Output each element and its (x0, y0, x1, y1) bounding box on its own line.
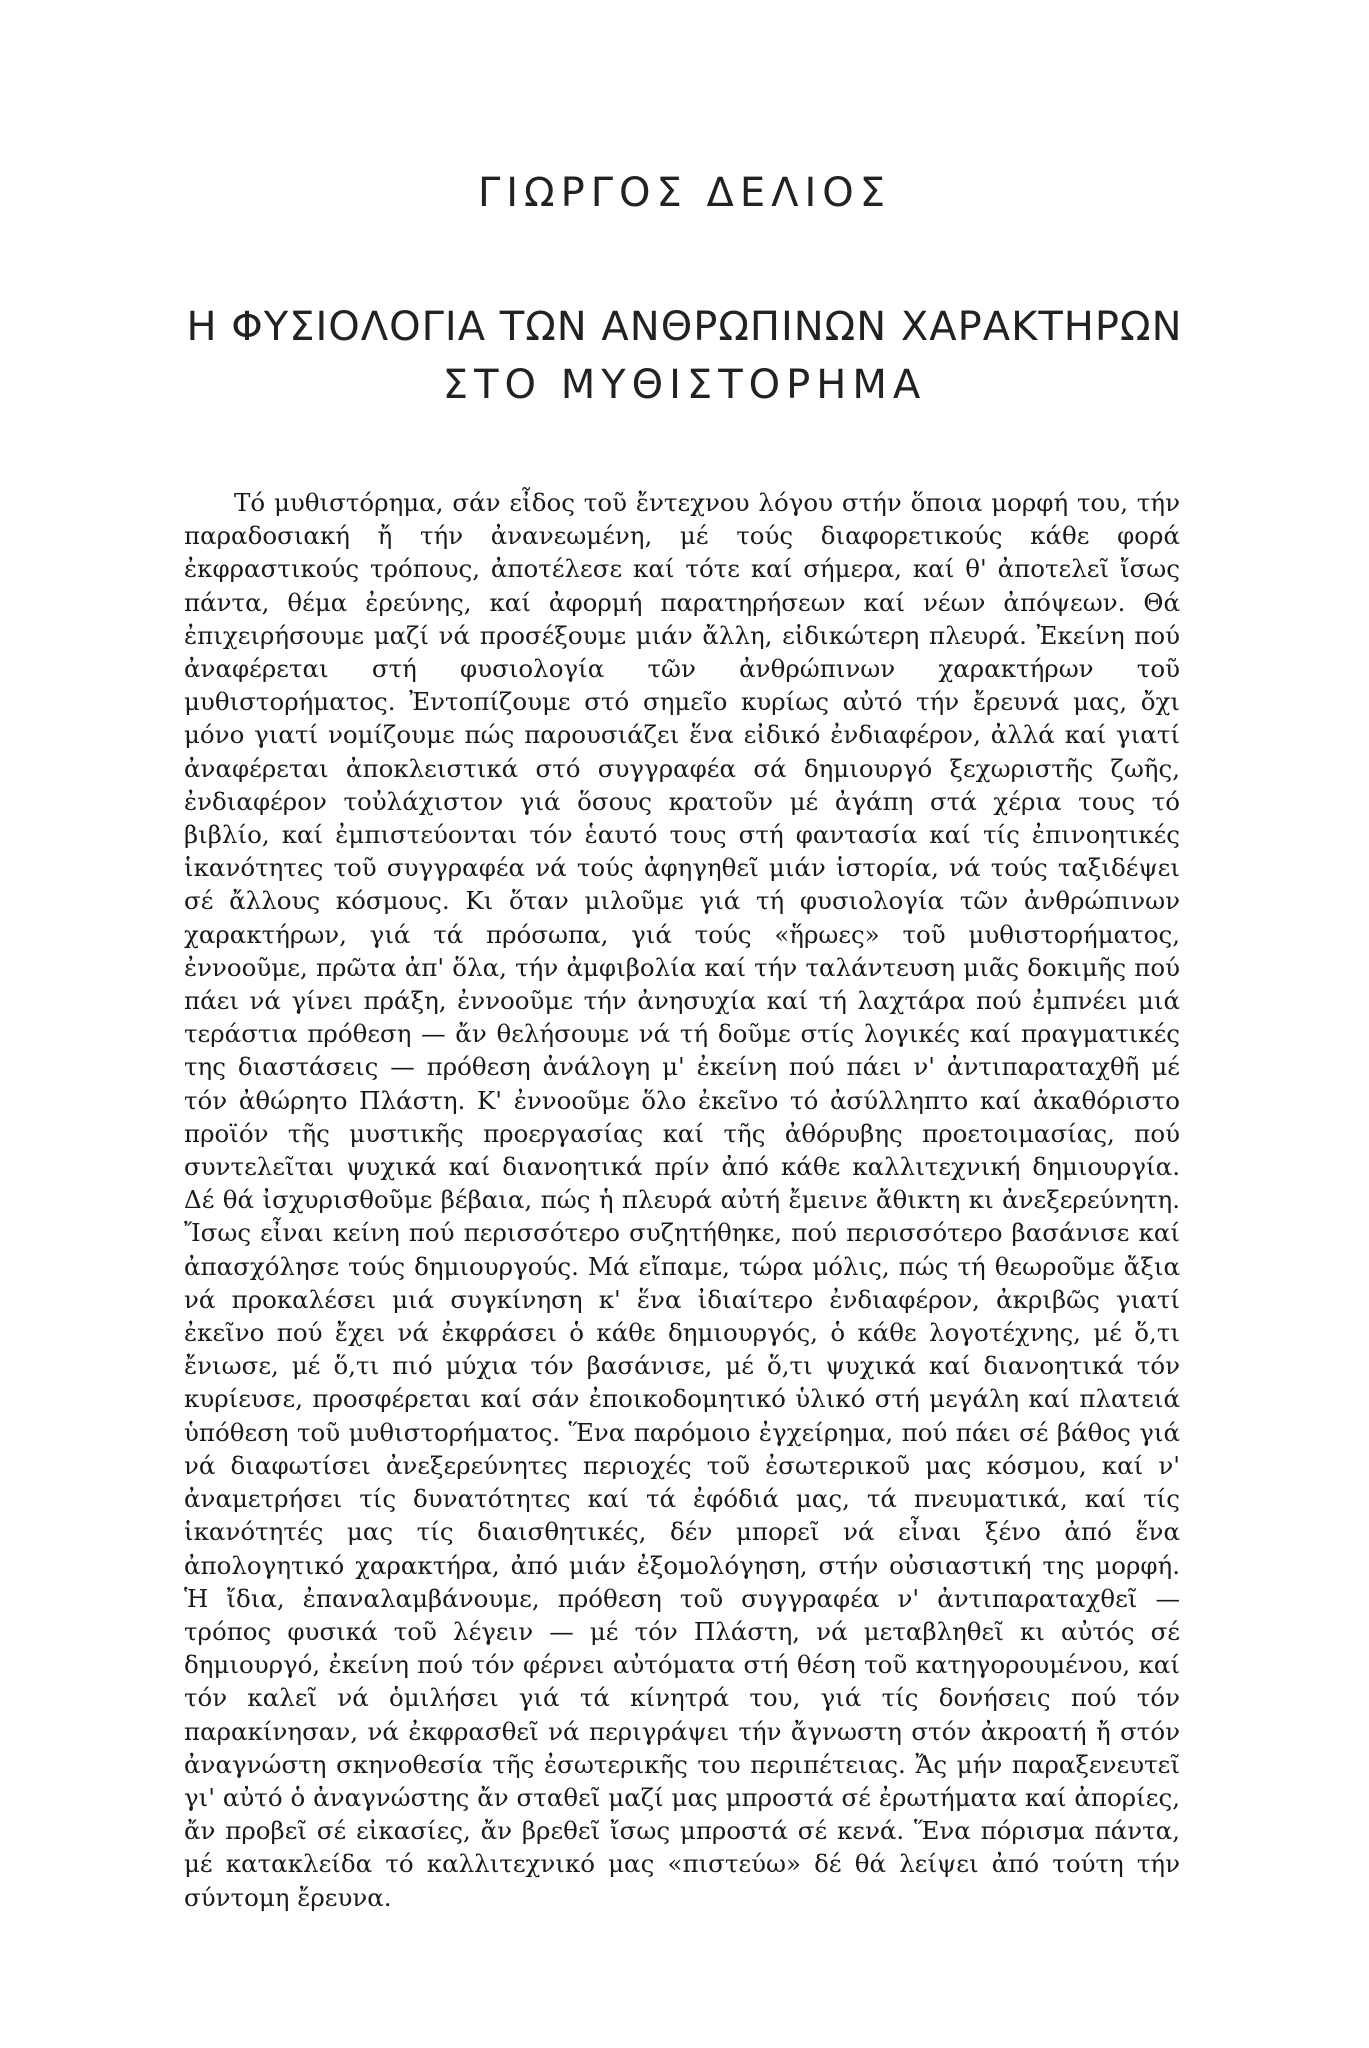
author-name: ΓΙΩΡΓΟΣ ΔΕΛΙΟΣ (477, 170, 892, 216)
body-paragraph: Τό μυθιστόρημα, σάν εἶδος τοῦ ἔντεχνου λόγου στήν ὅποια μορφή του, τήν παραδοσιακή ἤ τήν ἀνανεωμένη, μέ τούς διαφορετικούς κάθε φορά ἐκφραστικούς τρόπους, ἀποτέλεσε καί τότε καί σήμερα, καί θ' ἀποτελεῖ ἴσως πάντα, θέμα ἐρεύνης, καί ἀφορμή παρατηρήσεων καί νέων ἀπόψεων. Θά ἐπιχειρήσουμε μαζί νά προσέξουμε μιάν ἄλλη, εἰδικώτερη πλευρά. Ἐκείνη πού ἀναφέρεται στή φυσιολογία τῶν ἀνθρώπινων χαρακτήρων τοῦ μυθιστορήματος. Ἐντοπίζουμε στό σημεῖο κυρίως αὐτό τήν ἔρευνά μας, ὄχι μόνο γιατί νομίζουμε πώς παρουσιάζει ἕνα εἰδικό ἐνδιαφέρον, ἀλλά καί γιατί ἀναφέρεται ἀποκλειστικά στό συγγραφέα σά δημιουργό ξεχωριστῆς ζωῆς, ἐνδιαφέρον τοὐλάχιστον γιά ὅσους κρατοῦν μέ ἀγάπη στά χέρια τους τό βιβλίο, καί ἐμπιστεύονται τόν ἑαυτό τους στή φαντασία καί τίς ἐπινοητικές ἱκανότητες τοῦ συγγραφέα νά τούς ἀφηγηθεῖ μιάν ἱστορία, νά τούς ταξιδέψει σέ ἄλλους κόσμους. Κι ὅταν μιλοῦμε γιά τή φυσιολογία τῶν ἀνθρώπινων χαρακτήρων, γιά τά πρόσωπα, γιά τούς «ἥρωες» τοῦ μυθιστορήματος, ἐννοοῦμε, πρῶτα ἀπ' ὅλα, τήν ἀμφιβολία καί τήν ταλάντευση μιᾶς δοκιμῆς πού πάει νά γίνει πράξη, ἐννοοῦμε τήν ἀνησυχία καί τή λαχτάρα πού ἐμπνέει μιά τεράστια πρόθεση — ἄν θελήσουμε νά τή δοῦμε στίς λογικές καί πραγματικές της διαστάσεις — πρόθεση ἀνάλογη μ' ἐκείνη πού πάει ν' ἀντιπαραταχθῆ μέ τόν ἀθώρητο Πλάστη. Κ' ἐννοοῦμε ὅλο ἐκεῖνο τό ἀσύλληπτο καί ἀκαθόριστο προϊόν τῆς μυστικῆς προεργασίας καί τῆς ἀθόρυβης προετοιμασίας, πού συντελεῖται ψυχικά καί διανοητικά πρίν ἀπό κάθε καλλιτεχνική δημιουργία. Δέ θά ἰσχυρισθοῦμε βέβαια, πώς ἡ πλευρά αὐτή ἔμεινε ἄθικτη κι ἀνεξερεύνητη. Ἴσως εἶναι κείνη πού περισσότερο συζητήθηκε, πού περισσότερο βασάνισε καί ἀπασχόλησε τούς δημιουργούς. Μά εἴπαμε, τώρα μόλις, πώς τή θεωροῦμε ἄξια νά προκαλέσει μιά συγκίνηση κ' ἕνα ἰδιαίτερο ἐνδιαφέρον, ἀκριβῶς γιατί ἐκεῖνο πού ἔχει νά ἐκφράσει ὁ κάθε δημιουργός, ὁ κάθε λογοτέχνης, μέ ὅ,τι ἔνιωσε, μέ ὅ,τι πιό μύχια τόν βασάνισε, μέ ὅ,τι ψυχικά καί διανοητικά τόν κυρίευσε, προσφέρεται καί σάν ἐποικοδομητικό ὑλικό στή μεγάλη καί πλατειά ὑπόθεση τοῦ μυθιστορήματος. Ἕνα παρόμοιο ἐγχείρημα, πού πάει σέ βάθος γιά νά διαφωτίσει ἀνεξερεύνητες περιοχές τοῦ ἐσωτερικοῦ μας κόσμου, καί ν' ἀναμετρήσει τίς δυνατότητες καί τά ἐφόδιά μας, τά πνευματικά, καί τίς ἱκανότητές μας τίς διαισθητικές, δέν μπορεῖ νά εἶναι ξένο ἀπό ἕνα ἀπολογητικό χαρακτήρα, ἀπό μιάν ἐξομολόγηση, στήν οὐσιαστική της μορφή. Ἡ ἴδια, ἐπαναλαμβάνουμε, πρόθεση τοῦ συγγραφέα ν' ἀντιπαραταχθεῖ — τρόπος φυσικά τοῦ λέγειν — μέ τόν Πλάστη, νά μεταβληθεῖ κι αὐτός σέ δημιουργό, ἐκείνη πού τόν φέρνει αὐτόματα στή θέση τοῦ κατηγορουμένου, καί τόν καλεῖ νά ὁμιλήσει γιά τά κίνητρά του, γιά τίς δονήσεις πού τόν παρακίνησαν, νά ἐκφρασθεῖ νά περιγράψει τήν ἄγνωστη στόν ἀκροατή ἤ στόν ἀναγνώστη σκηνοθεσία τῆς ἐσωτερικῆς του περιπέτειας. Ἄς μήν παραξενευτεῖ γι' αὐτό ὁ ἀναγνώστης ἄν σταθεῖ μαζί μας μπροστά σέ ἐρωτήματα καί ἀπορίες, ἄν προβεῖ σέ εἰκασίες, ἄν βρεθεῖ ἴσως μπροστά σέ κενά. Ἕνα πόρισμα πάντα, μέ κατακλείδα τό καλλιτεχνικό μας «πιστεύω» δέ θά λείψει ἀπό τούτη τήν σύντομη ἔρευνα. (184, 488, 1180, 1912)
title-line-1: Η ΦΥΣΙΟΛΟΓΙΑ ΤΩΝ ΑΝΘΡΩΠΙΝΩΝ ΧΑΡΑΚΤΗΡΩΝ (186, 304, 1183, 350)
title-line-2: ΣΤΟ ΜΥΘΙΣΤΟΡΗΜΑ (442, 362, 927, 408)
document-title (0, 298, 1369, 414)
